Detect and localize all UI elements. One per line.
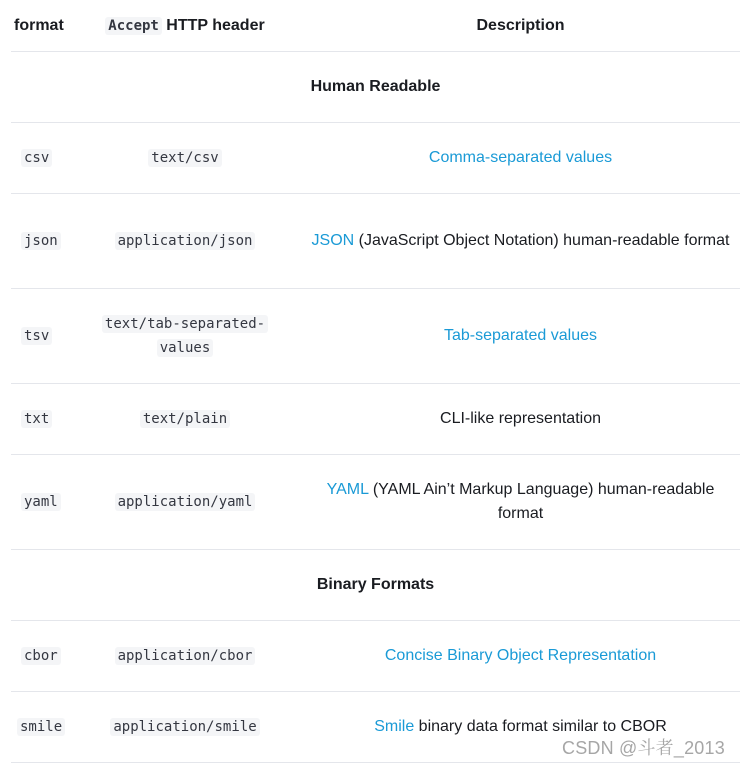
format-code: cbor: [21, 647, 61, 665]
accept-code: text/plain: [140, 410, 230, 428]
format-code: csv: [21, 149, 52, 167]
description-cell: [301, 455, 740, 550]
csv-description-link[interactable]: Comma-separated values: [428, 149, 613, 166]
tsv-description-link[interactable]: Tab-separated values: [444, 327, 597, 344]
format-cell: [11, 455, 69, 550]
format-code: smile: [17, 718, 65, 736]
description-text: (YAML Ain’t Markup Language) human-readable format: [368, 481, 715, 522]
format-code: yaml: [21, 493, 61, 511]
column-header-format: format: [11, 0, 69, 52]
description-text: binary data format similar to CBOR: [414, 718, 667, 735]
accept-header-code: Accept: [105, 17, 162, 35]
format-cell: [11, 692, 69, 763]
yaml-description-link[interactable]: YAML: [326, 481, 369, 498]
section-row-binary-formats: [11, 550, 740, 621]
table-row-cbor: [11, 621, 740, 692]
column-header-description: Description: [301, 0, 740, 52]
accept-cell: [69, 384, 301, 455]
table-header-row: [11, 0, 740, 52]
table-row-tsv: [11, 289, 740, 384]
column-header-accept: [69, 0, 301, 52]
section-title-binary-formats: Binary Formats: [11, 550, 740, 621]
format-table: [11, 0, 740, 763]
format-cell: [11, 621, 69, 692]
accept-code: application/yaml: [115, 493, 256, 511]
accept-cell: [69, 289, 301, 384]
description-cell: [301, 194, 740, 289]
section-row-human-readable: [11, 52, 740, 123]
accept-cell: [69, 621, 301, 692]
accept-code: application/cbor: [115, 647, 256, 665]
description-cell: [301, 123, 740, 194]
table-row-yaml: [11, 455, 740, 550]
accept-code: application/smile: [110, 718, 259, 736]
table-row-csv: [11, 123, 740, 194]
cbor-description-link[interactable]: Concise Binary Object Representation: [384, 647, 657, 664]
section-title-human-readable: Human Readable: [11, 52, 740, 123]
description-text: CLI-like representation: [440, 410, 601, 427]
accept-header-label: HTTP header: [161, 16, 265, 34]
accept-code: text/csv: [148, 149, 221, 167]
description-cell: [301, 289, 740, 384]
accept-code: text/tab-separated-values: [102, 315, 268, 357]
format-code: txt: [21, 410, 52, 428]
accept-cell: [69, 692, 301, 763]
description-cell: [301, 384, 740, 455]
format-code: tsv: [21, 327, 52, 345]
accept-cell: [69, 455, 301, 550]
accept-cell: [69, 123, 301, 194]
smile-description-link[interactable]: Smile: [374, 718, 415, 735]
description-text: (JavaScript Object Notation) human-readable format: [354, 232, 730, 249]
table-row-txt: [11, 384, 740, 455]
accept-cell: [69, 194, 301, 289]
format-code: json: [21, 232, 61, 250]
description-cell: [301, 621, 740, 692]
format-cell: [11, 384, 69, 455]
format-cell: [11, 194, 69, 289]
json-description-link[interactable]: JSON: [311, 232, 355, 249]
format-cell: [11, 289, 69, 384]
accept-code: application/json: [115, 232, 256, 250]
watermark: CSDN @斗者_2013: [562, 738, 725, 758]
format-cell: [11, 123, 69, 194]
table-row-json: [11, 194, 740, 289]
